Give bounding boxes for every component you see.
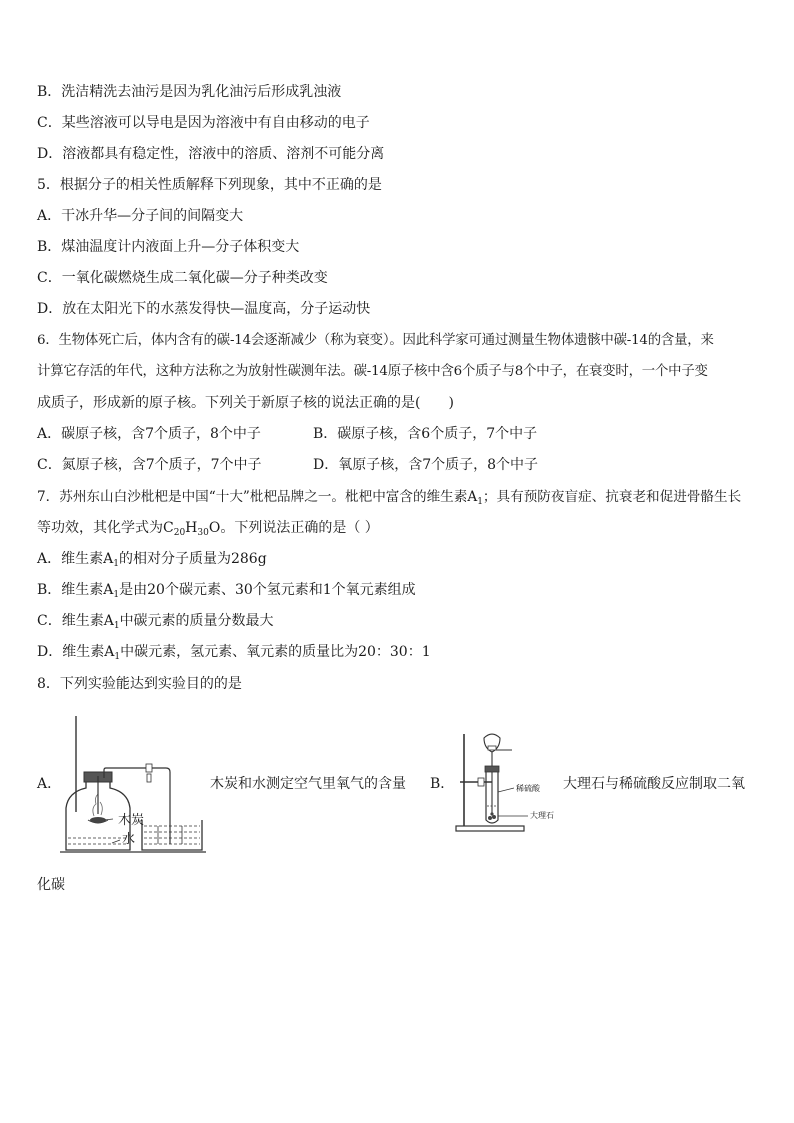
q7-option-b bbox=[37, 581, 416, 599]
q7-option-a bbox=[37, 550, 267, 568]
hydrogen-subscript: 30 bbox=[197, 528, 209, 538]
q7-option-b-text: 是由20个碳元素、30个氢元素和1个氧元素组成 bbox=[119, 582, 416, 598]
q5-option-b: B．煤油温度计内液面上升—分子体积变大 bbox=[37, 239, 300, 255]
q5-stem: 5．根据分子的相关性质解释下列现象，其中不正确的是 bbox=[37, 177, 382, 193]
acid-label: 稀硫酸 bbox=[516, 784, 540, 793]
q4-option-d: D．溶液都具有稳定性，溶液中的溶质、溶剂不可能分离 bbox=[37, 146, 385, 162]
marble-label: 大理石 bbox=[530, 811, 554, 820]
q6-option-c: C．氮原子核，含7个质子，7个中子 bbox=[37, 457, 262, 473]
q8-option-a-text: 木炭和水测定空气里氧气的含量 bbox=[210, 776, 406, 792]
q7-option-a-prefix: A．维生素A bbox=[37, 551, 114, 567]
q7-stem-line-1 bbox=[37, 488, 741, 506]
q8-option-b-text: 大理石与稀硫酸反应制取二氧 bbox=[563, 776, 745, 792]
q4-option-c: C．某些溶液可以导电是因为溶液中有自由移动的电子 bbox=[37, 115, 370, 131]
carbon-subscript: 20 bbox=[173, 528, 186, 538]
q5-option-c: C．一氧化碳燃烧生成二氧化碳—分子种类改变 bbox=[37, 270, 328, 286]
water-label: 水 bbox=[122, 832, 136, 847]
q4-option-b: B．洗洁精洗去油污是因为乳化油污后形成乳浊液 bbox=[37, 84, 342, 100]
q8-option-b-text-continued: 化碳 bbox=[37, 877, 65, 893]
vitamin-subscript: 1 bbox=[113, 559, 119, 569]
q6-stem-line-1: 6．生物体死亡后，体内含有的碳-14会逐渐减少（称为衰变）。因此科学家可通过测量生物体遗骸中碳-14的含量，来 bbox=[37, 333, 714, 348]
q7-stem-l2-c: O。下列说法正确的是（ ） bbox=[208, 520, 379, 536]
q7-option-d-prefix: D．维生素A bbox=[37, 644, 115, 660]
q7-option-d bbox=[37, 643, 431, 661]
charcoal-water-apparatus-figure bbox=[58, 712, 208, 854]
q7-option-a-text: 的相对分子质量为286g bbox=[118, 551, 267, 567]
q7-stem-line-2 bbox=[37, 519, 379, 537]
vitamin-subscript: 1 bbox=[477, 497, 483, 507]
q7-option-d-text: 中碳元素，氢元素、氧元素的质量比为20：30：1 bbox=[120, 644, 431, 660]
marble-acid-apparatus-figure bbox=[452, 728, 560, 832]
q6-option-a: A．碳原子核，含7个质子，8个中子 bbox=[37, 426, 261, 442]
q7-stem-l1-b: ；具有预防夜盲症、抗衰老和促进骨骼生长 bbox=[482, 489, 742, 505]
q7-option-b-prefix: B．维生素A bbox=[37, 582, 114, 598]
vitamin-subscript: 1 bbox=[113, 621, 120, 631]
q5-option-d: D．放在太阳光下的水蒸发得快—温度高，分子运动快 bbox=[37, 301, 371, 317]
q7-stem-l2-b: H bbox=[185, 520, 198, 536]
q7-option-c-prefix: C．维生素A bbox=[37, 613, 114, 629]
q7-option-c bbox=[37, 612, 274, 630]
q6-stem-line-2: 计算它存活的年代，这种方法称之为放射性碳测年法。碳-14原子核中含6个质子与8个中子，在衰变时，一个中子变 bbox=[37, 364, 708, 379]
q7-stem-l1-a: 7．苏州东山白沙枇杷是中国“十大”枇杷品牌之一。枇杷中富含的维生素A bbox=[37, 489, 478, 505]
charcoal-label: 木炭 bbox=[118, 813, 145, 828]
q8-stem: 8．下列实验能达到实验目的的是 bbox=[37, 676, 242, 692]
q6-option-d: D．氧原子核，含7个质子，8个中子 bbox=[313, 457, 539, 473]
vitamin-subscript: 1 bbox=[114, 652, 121, 662]
vitamin-subscript: 1 bbox=[113, 590, 120, 600]
q5-option-a: A．干冰升华—分子间的间隔变大 bbox=[37, 208, 244, 224]
q7-stem-l2-a: 等功效，其化学式为C bbox=[37, 520, 174, 536]
q7-option-c-text: 中碳元素的质量分数最大 bbox=[119, 613, 274, 629]
q8-option-a-label: A． bbox=[37, 776, 62, 792]
q6-option-b: B．碳原子核，含6个质子，7个中子 bbox=[313, 426, 538, 442]
q8-option-b-label: B． bbox=[430, 776, 455, 792]
q6-stem-line-3: 成质子，形成新的原子核。下列关于新原子核的说法正确的是( ) bbox=[37, 395, 454, 411]
